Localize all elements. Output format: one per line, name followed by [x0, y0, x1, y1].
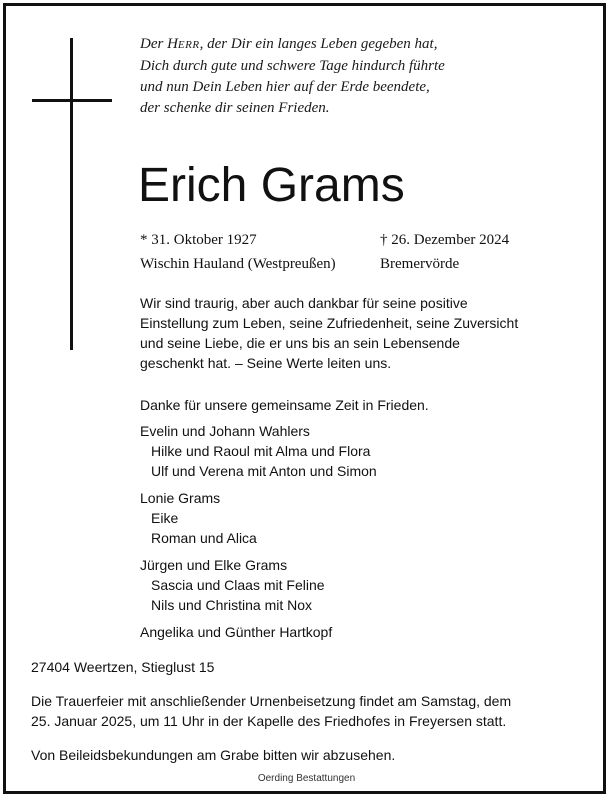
message-line: Wir sind traurig, aber auch dankbar für seine positive	[140, 295, 468, 311]
service-line: 25. Januar 2025, um 11 Uhr in der Kapelle des Friedhofes in Freyersen statt.	[31, 713, 507, 729]
mourning-message	[140, 293, 570, 373]
birth-date: * 31. Oktober 1927	[140, 232, 257, 248]
message-line: Einstellung zum Leben, seine Zufriedenheit, seine Zuversicht	[140, 315, 519, 331]
condolence-note: Von Beileidsbekundungen am Grabe bitten wir abzusehen.	[31, 747, 396, 763]
family-group	[140, 555, 377, 615]
funeral-service-info	[31, 691, 591, 731]
family-member: Sascia und Claas mit Feline	[151, 577, 325, 593]
thanks-line: Danke für unsere gemeinsame Zeit in Frieden.	[140, 397, 429, 413]
family-list	[140, 421, 377, 649]
family-member: Hilke und Raoul mit Alma und Flora	[151, 443, 371, 459]
family-head: Evelin und Johann Wahlers	[140, 423, 310, 439]
verse-line-3: und nun Dein Leben hier auf der Erde beendete,	[140, 79, 430, 95]
message-line: geschenkt hat. – Seine Werte leiten uns.	[140, 355, 392, 371]
bible-verse	[140, 34, 520, 119]
mourning-address: 27404 Weertzen, Stieglust 15	[31, 659, 215, 675]
verse-line-2: Dich durch gute und schwere Tage hindurch führte	[140, 58, 445, 74]
family-group	[140, 421, 377, 481]
birth-place: Wischin Hauland (Westpreußen)	[140, 256, 336, 272]
death-date: † 26. Dezember 2024	[380, 232, 510, 248]
family-group	[140, 622, 377, 642]
family-member: Eike	[151, 510, 179, 526]
family-member: Roman und Alica	[151, 530, 257, 546]
verse-line-1: Der HERR, der Dir ein langes Leben gegeben hat,	[140, 36, 438, 52]
death-info	[380, 228, 509, 276]
cross-icon-vertical-bar	[70, 38, 73, 350]
funeral-home-credit: Oerding Bestattungen	[257, 773, 356, 784]
family-group	[140, 488, 377, 548]
family-head: Lonie Grams	[140, 490, 221, 506]
family-head: Angelika und Günther Hartkopf	[140, 624, 333, 640]
message-line: und seine Liebe, die er uns bis an sein Lebensende	[140, 335, 460, 351]
death-place: Bremervörde	[380, 256, 460, 272]
cross-icon-horizontal-bar	[32, 99, 112, 102]
birth-info	[140, 228, 336, 276]
family-member: Nils und Christina mit Nox	[151, 597, 313, 613]
verse-line-4: der schenke dir seinen Frieden.	[140, 100, 330, 116]
family-member: Ulf und Verena mit Anton und Simon	[151, 463, 377, 479]
service-line: Die Trauerfeier mit anschließender Urnenbeisetzung findet am Samstag, dem	[31, 693, 512, 709]
deceased-name: Erich Grams	[138, 159, 405, 212]
verse-herr: HERR	[167, 36, 200, 52]
family-head: Jürgen und Elke Grams	[140, 557, 288, 573]
